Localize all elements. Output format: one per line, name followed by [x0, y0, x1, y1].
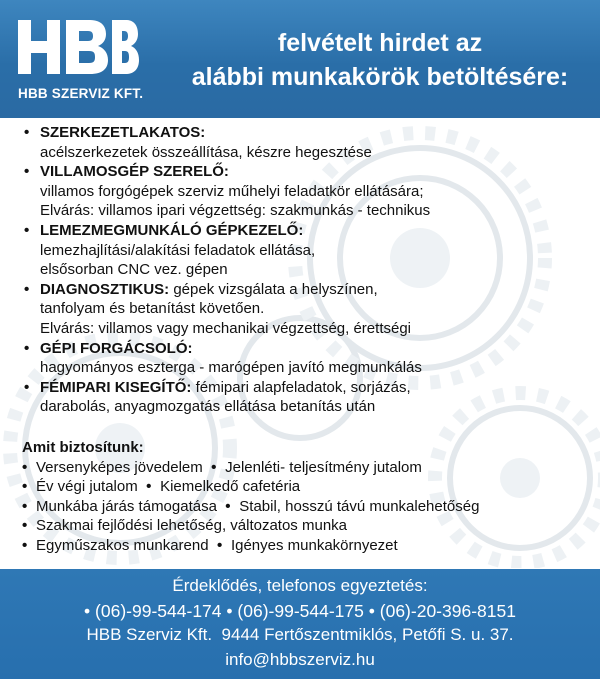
bullet-icon: •	[24, 280, 30, 298]
benefit-item: Stabil, hosszú távú munkalehetőség	[239, 497, 480, 515]
job-description: acélszerkezetek összeállítása, készre hegesztése	[40, 143, 372, 161]
bullet-icon: •	[146, 478, 152, 496]
phone-number[interactable]: (06)-99-544-175	[237, 600, 364, 621]
company-address: HBB Szerviz Kft. 9444 Fertőszentmiklós, Petőfi S. u. 37.	[86, 625, 514, 644]
benefit-item: Szakmai fejlődési lehetőség, változatos munka	[36, 517, 348, 535]
benefit-item: Munkába járás támogatása	[36, 497, 217, 515]
job-description: darabolás, anyagmozgatás ellátása betanítás után	[40, 398, 376, 416]
bullet-icon: •	[216, 536, 223, 554]
contact-footer	[0, 569, 600, 679]
job-item	[24, 162, 594, 221]
job-item	[24, 123, 594, 162]
bullet-icon: •	[226, 600, 233, 621]
benefit-item: Év végi jutalom	[36, 478, 138, 496]
job-item	[24, 378, 594, 417]
benefit-row	[22, 497, 592, 517]
header-banner	[0, 0, 600, 118]
phone-numbers	[0, 599, 600, 624]
benefit-item: Jelenléti- teljesítmény jutalom	[225, 458, 422, 476]
benefit-item: Egyműszakos munkarend	[36, 536, 209, 554]
bullet-icon: •	[368, 600, 375, 621]
headline-line-2: alábbi munkakörök betöltésére:	[191, 63, 569, 91]
company-name: HBB SZERVIZ KFT.	[18, 86, 144, 101]
benefit-item: Versenyképes jövedelem	[36, 458, 203, 476]
job-item	[24, 280, 594, 339]
email-link[interactable]: info@hbbszerviz.hu	[225, 649, 375, 669]
job-description: tanfolyam és betanítást követően.	[40, 300, 265, 318]
benefits-section	[22, 438, 592, 556]
company-logo	[16, 14, 144, 106]
bullet-icon: •	[24, 124, 30, 141]
job-inline-text: gépek vizsgálata a helyszínen,	[169, 280, 378, 298]
bullet-icon: •	[24, 378, 30, 396]
job-description: elsősorban CNC vez. gépen	[40, 261, 228, 279]
phone-number[interactable]: (06)-20-396-8151	[379, 600, 516, 621]
bullet-icon: •	[225, 497, 231, 515]
job-title: SZERKEZETLAKATOS:	[40, 124, 206, 141]
job-list	[24, 123, 594, 417]
benefits-title: Amit biztosítunk:	[22, 439, 144, 456]
benefit-item: Igényes munkakörnyezet	[230, 536, 398, 554]
bullet-icon: •	[24, 339, 30, 357]
phone-number[interactable]: (06)-99-544-174	[95, 600, 222, 621]
bullet-icon: •	[24, 163, 30, 181]
benefit-row	[22, 536, 592, 556]
job-inline-text: fémipari alapfeladatok, sorjázás,	[191, 378, 411, 396]
job-title: LEMEZMEGMUNKÁLÓ GÉPKEZELŐ:	[40, 221, 304, 239]
job-item	[24, 339, 594, 378]
job-item	[24, 221, 594, 280]
job-title: VILLAMOSGÉP SZERELŐ:	[40, 163, 229, 181]
bullet-icon: •	[22, 478, 28, 496]
benefit-row	[22, 477, 592, 497]
job-description: hagyományos eszterga - marógépen javító megmunkálás	[40, 359, 422, 377]
bullet-icon: •	[22, 497, 28, 515]
job-description: villamos forgógépek szerviz műhelyi feladatkör ellátására;	[40, 182, 424, 200]
job-title: GÉPI FORGÁCSOLÓ:	[40, 339, 193, 357]
job-title: DIAGNOSZTIKUS:	[40, 280, 170, 298]
headline-line-1: felvételt hirdet az	[277, 29, 483, 57]
job-requirement: Elvárás: villamos ipari végzettség: szakmunkás - technikus	[40, 202, 431, 220]
headline	[170, 26, 590, 94]
bullet-icon: •	[22, 517, 28, 535]
bullet-icon: •	[211, 458, 217, 476]
bullet-icon: •	[22, 536, 28, 554]
bullet-icon: •	[22, 458, 28, 476]
benefit-row	[22, 516, 592, 536]
job-description: lemezhajlítási/alakítási feladatok ellátása,	[40, 241, 316, 259]
bullet-icon: •	[84, 600, 91, 621]
contact-title: Érdeklődés, telefonos egyeztetés:	[172, 576, 428, 595]
hbb-logo-icon	[16, 14, 140, 80]
job-title: FÉMIPARI KISEGÍTŐ:	[40, 378, 192, 396]
bullet-icon: •	[24, 221, 30, 239]
benefit-item: Kiemelkedő cafetéria	[160, 478, 301, 496]
job-requirement: Elvárás: villamos vagy mechanikai végzettség, érettségi	[40, 319, 412, 337]
benefit-row	[22, 458, 592, 478]
